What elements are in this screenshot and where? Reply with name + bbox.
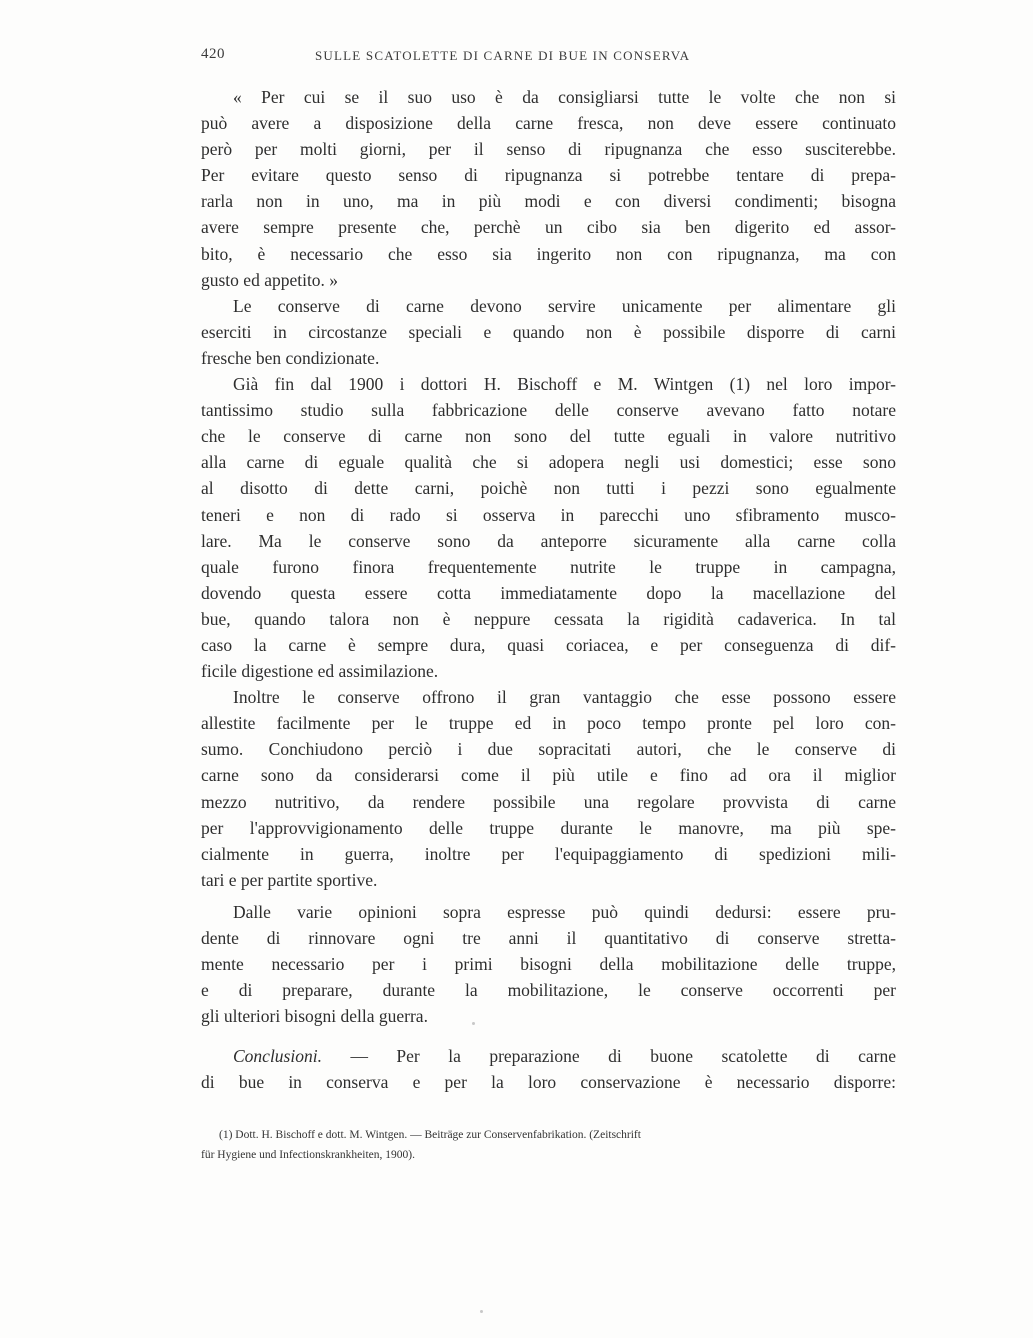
paragraph-quote <box>201 84 896 293</box>
text-line: Già fin dal 1900 i dottori H. Bischoff e M. Wintgen (1) nel loro impor- <box>233 374 896 395</box>
paragraph-bischoff <box>201 371 896 684</box>
text-line: « Per cui se il suo uso è da consigliarsi tutte le volte che non si <box>233 87 896 107</box>
page-number: 420 <box>201 46 225 62</box>
text-line: al disotto di dette carni, poichè non tutti i pezzi sono egualmente <box>201 478 896 499</box>
text-line: dente di rinnovare ogni tre anni il quantitativo di conserve stretta- <box>201 928 896 948</box>
text-line: fresche ben condizionate. <box>201 347 380 368</box>
text-line: lare. Ma le conserve sono da anteporre sicuramente alla carne colla <box>201 530 896 551</box>
text-line: dovendo questa essere cotta immediatamente dopo la macellazione del <box>201 582 896 603</box>
text-line: tantissimo studio sulla fabbricazione delle conserve avevano fatto notare <box>201 400 896 421</box>
text-line: quale furono finora frequentemente nutrite le truppe in campagna, <box>201 556 896 577</box>
running-head: SULLE SCATOLETTE DI CARNE DI BUE IN CONSERVA <box>315 48 691 63</box>
text-line: che le conserve di carne non sono del tutte eguali in valore nutritivo <box>201 426 896 447</box>
text-line: sumo. Conchiudono perciò i due sopracitati autori, che le conserve di <box>201 739 896 760</box>
section-heading: Conclusioni. <box>233 1046 322 1067</box>
text-line: rarla non in uno, ma in più modi e con diversi condimenti; bisogna <box>201 191 896 212</box>
paragraph-inoltre <box>201 684 896 893</box>
text-line: eserciti in circostanze speciali e quando non è possibile disporre di carni <box>201 321 896 342</box>
text-line: e di preparare, durante la mobilitazione, le conserve occorrenti per <box>201 980 896 1001</box>
text-line: avere sempre presente che, perchè un cibo sia ben digerito ed assor- <box>201 217 896 238</box>
paragraph-conserve <box>201 293 896 371</box>
text-line <box>201 1043 896 1069</box>
scan-speck <box>472 1022 475 1025</box>
text-line: caso la carne è sempre dura, quasi coriacea, e per conseguenza di dif- <box>201 634 896 655</box>
paragraph-dalle-varie <box>201 899 896 1029</box>
text-line: allestite facilmente per le truppe ed in poco tempo pronte pel loro con- <box>201 713 896 734</box>
text-line: tari e per partite sportive. <box>201 869 378 890</box>
text-line: Per evitare questo senso di ripugnanza si potrebbe tentare di prepa- <box>201 165 896 186</box>
text-line: teneri e non di rado si osserva in parecchi uno sfibramento musco- <box>201 504 896 525</box>
footnote-line: (1) Dott. H. Bischoff e dott. M. Wintgen. — Beiträge zur Conservenfabrikation. (Zeitschrift <box>219 1129 641 1141</box>
paragraph-conclusioni <box>201 1043 896 1095</box>
text-line: alla carne di eguale qualità che si adopera negli usi domestici; esse sono <box>201 452 896 473</box>
footnotes <box>201 1125 896 1165</box>
text-line: gli ulteriori bisogni della guerra. <box>201 1006 428 1027</box>
text-line: carne sono da considerarsi come il più utile e fino ad ora il miglior <box>201 765 896 786</box>
text-line: però per molti giorni, per il senso di ripugnanza che esso susciterebbe. <box>201 139 896 160</box>
text-run: — Per la preparazione di buone scatolette di carne <box>321 1046 896 1067</box>
text-line: per l'approvvigionamento delle truppe durante le manovre, ma più spe- <box>201 817 896 838</box>
text-line: bue, quando talora non è neppure cessata la rigidità cadaverica. In tal <box>201 608 896 629</box>
text-line: ficile digestione ed assimilazione. <box>201 661 439 682</box>
text-line: di bue in conserva e per la loro conservazione è necessario disporre: <box>201 1072 896 1093</box>
text-line: Dalle varie opinioni sopra espresse può quindi dedursi: essere pru- <box>233 901 896 922</box>
scan-speck <box>480 1310 483 1313</box>
text-line: mente necessario per i primi bisogni della mobilitazione delle truppe, <box>201 954 896 975</box>
text-line: cialmente in guerra, inoltre per l'equipaggiamento di spedizioni mili- <box>201 843 896 864</box>
footnote-line: für Hygiene und Infectionskrankheiten, 1900). <box>201 1149 415 1161</box>
text-line: gusto ed appetito. » <box>201 269 339 290</box>
page-header <box>201 40 896 70</box>
text-line: Le conserve di carne devono servire unicamente per alimentare gli <box>233 295 896 316</box>
text-line: può avere a disposizione della carne fresca, non deve essere continuato <box>201 113 896 134</box>
text-line: mezzo nutritivo, da rendere possibile una regolare provvista di carne <box>201 791 896 812</box>
text-line: Inoltre le conserve offrono il gran vantaggio che esse possono essere <box>233 687 896 708</box>
body-text <box>201 84 896 1096</box>
text-line: bito, è necessario che esso sia ingerito non con ripugnanza, ma con <box>201 243 896 264</box>
